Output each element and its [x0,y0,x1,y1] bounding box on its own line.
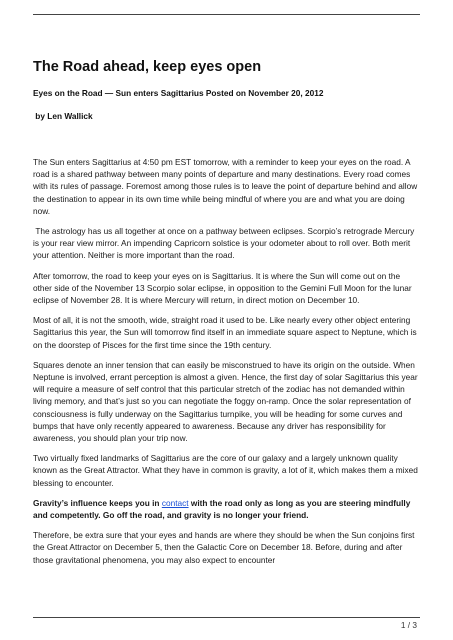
author-byline: by Len Wallick [33,111,93,121]
document-title: The Road ahead, keep eyes open [33,59,262,75]
bold-paragraph-before: Gravity’s influence keeps you in [33,497,162,508]
page-number: 1 / 3 [400,620,417,630]
contact-link[interactable]: contact [161,497,189,508]
header-rule [33,14,420,15]
paragraph: After tomorrow, the road to keep your eyes on is Sagittarius. It is where the Sun will come out on the other side of the November 13 Scorpio solar eclipse, in opposition to the Gemini Full Moon for the lunar eclipse of November 28. It is where Mercury will return, in direct motion on December 10. [33,270,412,306]
document-subtitle: Eyes on the Road — Sun enters Sagittarius Posted on November 20, 2012 [33,88,324,98]
bold-paragraph-after: with the road only as long as you are steering mindfully and competently. Go off the road, and gravity is no longer your friend. [33,497,413,521]
paragraph: The Sun enters Sagittarius at 4:50 pm EST tomorrow, with a reminder to keep your eyes on the road. A road is a shared pathway between many points of departure and many destinations. Every road comes with its rules of passage. Foremost among those rules is to leave the point of departure behind and allow the destination to appear in its own time while being mindful of where you are and what you are doing now. [33,157,418,216]
paragraph: Most of all, it is not the smooth, wide, straight road it used to be. Like nearly every other object entering Sagittarius this year, the Sun will tomorrow find itself in an immediate square aspect to Neptune, which is on the doorstep of Pisces for the first time since the 19th century. [33,315,417,350]
document-body [33,58,421,574]
footer-rule [33,617,420,618]
paragraph: Two virtually fixed landmarks of Sagittarius are the core of our galaxy and a largely unknown quality known as the Great Attractor. What they have in common is gravity, a lot of it, which makes them a mixed blessing to encounter. [33,453,418,488]
bold-paragraph [33,497,421,521]
paragraph: Therefore, be extra sure that your eyes and hands are where they should be when the Sun conjoins first the Great Attractor on December 5, then the Galactic Core on December 18. Before, during and after those gravitational phenomena, you may also expect to encounter [33,530,415,565]
paragraph: Squares denote an inner tension that can easily be misconstrued to have its origin on the outside. When Neptune is involved, errant perception is almost a given. Hence, the first day of solar Sagittarius this year will require a measure of self control that this particular stretch of the zodiac has not demanded within living memory, and that’s just so you can negotiate the foggy on-ramp. Once the solar representation of consciousness is fully underway on the Sagittarius turnpike, you will be heading for some curves and bumps that have only recently appeared to awareness. Because any driver has responsibility for awareness, you should plan your trip now. [33,359,418,444]
paragraph: The astrology has us all together at once on a pathway between eclipses. Scorpio’s retrograde Mercury is your rear view mirror. An impending Capricorn solstice is your odometer about to roll over. Both merit your attention. Neither is more important than the road. [33,226,417,261]
